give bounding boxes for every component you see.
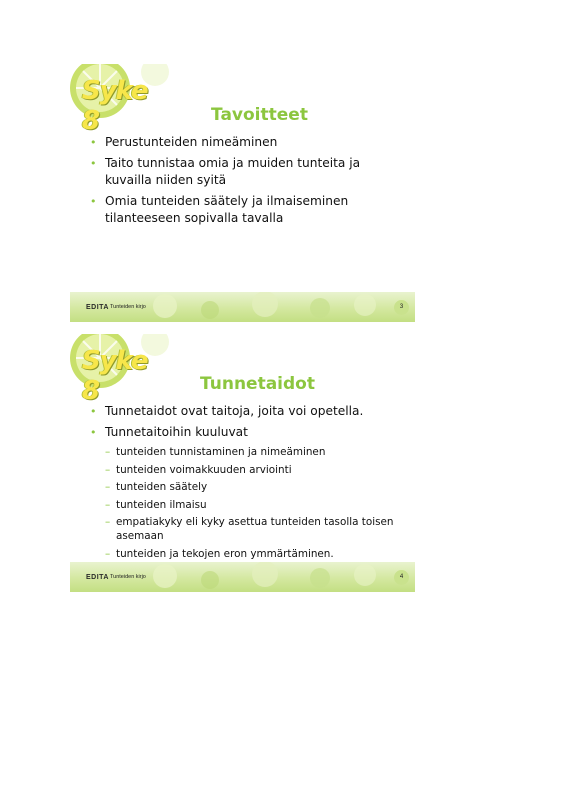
sub-item <box>88 480 397 494</box>
bullet-dot-icon: • <box>90 136 97 149</box>
sub-item <box>88 515 397 543</box>
sub-item-text: empatiakyky eli kyky asettua tunteiden tasolla toisen asemaan <box>116 516 394 542</box>
sub-item <box>88 498 397 512</box>
dash-icon: – <box>105 463 111 476</box>
bullet-text: Tunnetaidot ovat taitoja, joita voi opetella. <box>105 404 364 418</box>
sub-item <box>88 463 397 477</box>
slide-4 <box>70 334 415 592</box>
bullet-item <box>88 424 397 441</box>
bullet-item <box>88 134 397 151</box>
sub-item-text: tunteiden tunnistaminen ja nimeäminen <box>116 446 326 458</box>
bullet-text: Tunnetaitoihin kuuluvat <box>105 425 248 439</box>
bullet-text: Perustunteiden nimeäminen <box>105 135 278 149</box>
dash-icon: – <box>105 498 111 511</box>
slide-3 <box>70 64 415 322</box>
sub-item <box>88 445 397 459</box>
bullet-dot-icon: • <box>90 195 97 208</box>
dash-icon: – <box>105 481 111 493</box>
sub-item-text: tunteiden ilmaisu <box>116 498 207 511</box>
sub-item <box>88 547 397 561</box>
slide-content <box>88 403 397 564</box>
footer-text: Tunteiden kirjo <box>110 304 146 310</box>
footer-brand: EDITA <box>86 304 109 311</box>
slide-footer <box>70 562 415 592</box>
bullet-dot-icon: • <box>90 426 97 439</box>
sub-item-text: tunteiden voimakkuuden arviointi <box>116 463 292 476</box>
bullet-text: Omia tunteiden säätely ja ilmaiseminen tilanteeseen sopivalla tavalla <box>105 194 349 225</box>
dash-icon: – <box>105 516 111 528</box>
slide-content <box>88 134 397 231</box>
slide-title: Tunnetaidot <box>200 374 315 394</box>
page-number: 3 <box>394 300 409 315</box>
bullet-dot-icon: • <box>90 405 97 418</box>
logo-text: Syke 8 <box>82 76 148 136</box>
slide-footer <box>70 292 415 322</box>
footer-brand: EDITA <box>86 574 109 581</box>
dash-icon: – <box>105 446 111 458</box>
slide-title: Tavoitteet <box>211 105 308 125</box>
bullet-text: Taito tunnistaa omia ja muiden tunteita ja kuvailla niiden syitä <box>105 156 361 187</box>
sub-item-text: tunteiden säätely <box>116 481 208 493</box>
bullet-item <box>88 403 397 420</box>
dash-icon: – <box>105 547 111 560</box>
sub-item-text: tunteiden ja tekojen eron ymmärtäminen. <box>116 547 334 560</box>
bullet-dot-icon: • <box>90 157 97 170</box>
logo-text: Syke 8 <box>82 346 148 406</box>
bullet-item <box>88 193 397 227</box>
footer-text: Tunteiden kirjo <box>110 574 146 580</box>
page-number: 4 <box>394 570 409 585</box>
bullet-item <box>88 155 397 189</box>
